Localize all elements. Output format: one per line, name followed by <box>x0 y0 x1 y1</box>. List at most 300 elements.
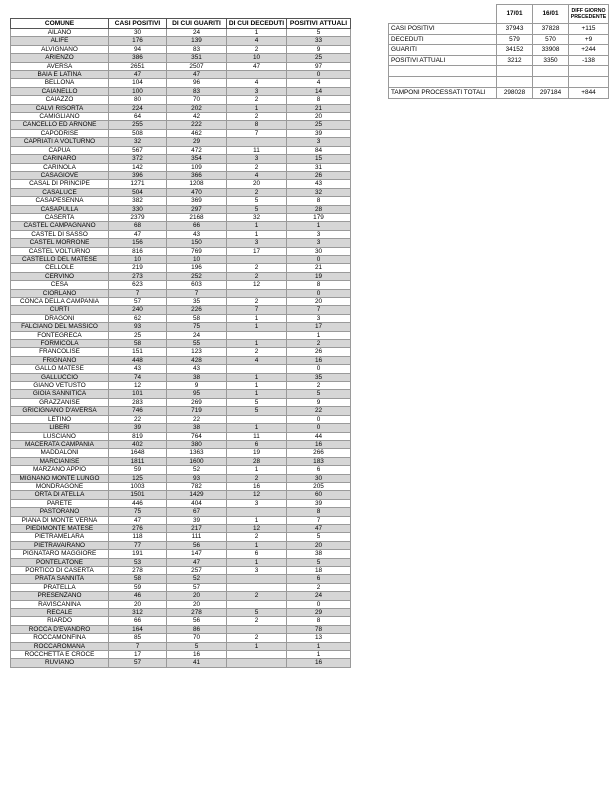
deceduti-cell: 32 <box>227 213 287 221</box>
comune-cell: ALVIGNANO <box>11 45 109 53</box>
guariti-cell: 56 <box>167 617 227 625</box>
guariti-cell: 222 <box>167 121 227 129</box>
positivi-attuali-cell: 39 <box>287 499 351 507</box>
table-row <box>11 533 351 541</box>
table-row <box>11 155 351 163</box>
table-row <box>11 79 351 87</box>
table-row <box>11 390 351 398</box>
summary-today-cell: 34152 <box>497 45 533 56</box>
table-row <box>11 474 351 482</box>
positivi-attuali-cell: 1 <box>287 222 351 230</box>
positivi-attuali-cell: 0 <box>287 71 351 79</box>
comune-cell: CAPRIATI A VOLTURNO <box>11 138 109 146</box>
positivi-attuali-cell: 179 <box>287 213 351 221</box>
table-row <box>11 129 351 137</box>
positivi-attuali-cell: 1 <box>287 642 351 650</box>
table-row <box>11 617 351 625</box>
guariti-cell: 83 <box>167 45 227 53</box>
deceduti-cell: 3 <box>227 567 287 575</box>
comune-cell: CAIAZZO <box>11 96 109 104</box>
table-row <box>11 449 351 457</box>
guariti-cell: 5 <box>167 642 227 650</box>
casi-positivi-cell: 142 <box>109 163 167 171</box>
positivi-attuali-cell: 20 <box>287 113 351 121</box>
summary-row <box>389 55 609 66</box>
casi-positivi-cell: 57 <box>109 659 167 667</box>
summary-blank-row <box>389 66 609 77</box>
deceduti-cell: 1 <box>227 390 287 398</box>
guariti-cell: 269 <box>167 398 227 406</box>
casi-positivi-cell: 219 <box>109 264 167 272</box>
comune-cell: PRATELLA <box>11 583 109 591</box>
table-row <box>11 365 351 373</box>
deceduti-cell: 20 <box>227 180 287 188</box>
guariti-cell: 93 <box>167 474 227 482</box>
comune-cell: FRANCOLISE <box>11 348 109 356</box>
table-row <box>11 146 351 154</box>
comune-cell: CAPODRISE <box>11 129 109 137</box>
casi-positivi-cell: 59 <box>109 466 167 474</box>
guariti-cell: 55 <box>167 340 227 348</box>
casi-positivi-cell: 224 <box>109 104 167 112</box>
casi-positivi-cell: 276 <box>109 524 167 532</box>
summary-blank-cell <box>533 66 569 77</box>
deceduti-cell: 8 <box>227 121 287 129</box>
comune-cell: CASAGIOVE <box>11 171 109 179</box>
comune-cell: AILANO <box>11 29 109 37</box>
positivi-attuali-cell: 25 <box>287 121 351 129</box>
deceduti-cell: 1 <box>227 323 287 331</box>
header-comune: COMUNE <box>11 19 109 29</box>
guariti-cell: 2168 <box>167 213 227 221</box>
comune-cell: PRATA SANNITA <box>11 575 109 583</box>
casi-positivi-cell: 1501 <box>109 491 167 499</box>
table-row <box>11 323 351 331</box>
deceduti-cell: 2 <box>227 113 287 121</box>
casi-positivi-cell: 164 <box>109 625 167 633</box>
casi-positivi-cell: 567 <box>109 146 167 154</box>
guariti-cell: 603 <box>167 281 227 289</box>
casi-positivi-cell: 151 <box>109 348 167 356</box>
summary-blank-cell <box>389 77 497 88</box>
casi-positivi-cell: 118 <box>109 533 167 541</box>
summary-diff-cell: +844 <box>569 88 609 99</box>
summary-blank-cell <box>497 66 533 77</box>
comune-cell: MIGNANO MONTE LUNGO <box>11 474 109 482</box>
casi-positivi-cell: 330 <box>109 205 167 213</box>
casi-positivi-cell: 448 <box>109 356 167 364</box>
comune-cell: CASAPULLA <box>11 205 109 213</box>
guariti-cell: 147 <box>167 550 227 558</box>
guariti-cell: 782 <box>167 482 227 490</box>
comune-cell: FALCIANO DEL MASSICO <box>11 323 109 331</box>
summary-yesterday-cell: 37828 <box>533 24 569 35</box>
casi-positivi-cell: 64 <box>109 113 167 121</box>
deceduti-cell: 6 <box>227 550 287 558</box>
casi-positivi-cell: 47 <box>109 516 167 524</box>
table-row <box>11 651 351 659</box>
deceduti-cell: 2 <box>227 474 287 482</box>
guariti-cell: 42 <box>167 113 227 121</box>
deceduti-cell: 6 <box>227 440 287 448</box>
table-row <box>11 499 351 507</box>
casi-positivi-cell: 25 <box>109 331 167 339</box>
deceduti-cell: 2 <box>227 188 287 196</box>
guariti-cell: 470 <box>167 188 227 196</box>
positivi-attuali-cell: 39 <box>287 129 351 137</box>
casi-positivi-cell: 156 <box>109 239 167 247</box>
casi-positivi-cell: 508 <box>109 129 167 137</box>
casi-positivi-cell: 10 <box>109 255 167 263</box>
table-row <box>11 583 351 591</box>
table-row <box>11 659 351 667</box>
comune-cell: CASAPESENNA <box>11 197 109 205</box>
comune-cell: GALLUCCIO <box>11 373 109 381</box>
deceduti-cell: 1 <box>227 516 287 524</box>
positivi-attuali-cell: 84 <box>287 146 351 154</box>
positivi-attuali-cell: 44 <box>287 432 351 440</box>
table-row <box>11 247 351 255</box>
positivi-attuali-cell: 32 <box>287 188 351 196</box>
casi-positivi-cell: 68 <box>109 222 167 230</box>
guariti-cell: 252 <box>167 272 227 280</box>
guariti-cell: 20 <box>167 600 227 608</box>
comune-cell: RUVIANO <box>11 659 109 667</box>
table-row <box>11 415 351 423</box>
positivi-attuali-cell: 9 <box>287 45 351 53</box>
positivi-attuali-cell: 2 <box>287 340 351 348</box>
positivi-attuali-cell: 26 <box>287 171 351 179</box>
deceduti-cell: 5 <box>227 407 287 415</box>
positivi-attuali-cell: 0 <box>287 415 351 423</box>
table-row <box>11 281 351 289</box>
comune-cell: ROCCHETTA E CROCE <box>11 651 109 659</box>
guariti-cell: 39 <box>167 516 227 524</box>
positivi-attuali-cell: 21 <box>287 104 351 112</box>
casi-positivi-cell: 7 <box>109 642 167 650</box>
casi-positivi-cell: 46 <box>109 592 167 600</box>
positivi-attuali-cell: 4 <box>287 79 351 87</box>
positivi-attuali-cell: 7 <box>287 516 351 524</box>
positivi-attuali-cell: 22 <box>287 407 351 415</box>
comune-cell: CALVI RISORTA <box>11 104 109 112</box>
casi-positivi-cell: 372 <box>109 155 167 163</box>
comune-cell: PARETE <box>11 499 109 507</box>
comune-cell: PIEDIMONTE MATESE <box>11 524 109 532</box>
positivi-attuali-cell: 8 <box>287 96 351 104</box>
table-row <box>11 314 351 322</box>
comune-cell: ALIFE <box>11 37 109 45</box>
positivi-attuali-cell: 6 <box>287 575 351 583</box>
positivi-attuali-cell: 7 <box>287 306 351 314</box>
summary-yesterday-cell: 33908 <box>533 45 569 56</box>
deceduti-cell <box>227 651 287 659</box>
comune-cell: PIANA DI MONTE VERNA <box>11 516 109 524</box>
table-row <box>11 356 351 364</box>
guariti-cell: 9 <box>167 382 227 390</box>
comune-cell: CAPUA <box>11 146 109 154</box>
deceduti-cell: 1 <box>227 104 287 112</box>
casi-positivi-cell: 22 <box>109 415 167 423</box>
summary-row <box>389 24 609 35</box>
table-row <box>11 29 351 37</box>
comune-cell: DRAGONI <box>11 314 109 322</box>
comune-cell: GALLO MATESE <box>11 365 109 373</box>
comune-cell: CASTEL CAMPAGNANO <box>11 222 109 230</box>
comune-cell: PONTELATONE <box>11 558 109 566</box>
deceduti-cell: 4 <box>227 356 287 364</box>
guariti-cell: 719 <box>167 407 227 415</box>
guariti-cell: 764 <box>167 432 227 440</box>
deceduti-cell: 5 <box>227 205 287 213</box>
positivi-attuali-cell: 38 <box>287 550 351 558</box>
table-row <box>11 264 351 272</box>
table-row <box>11 54 351 62</box>
positivi-attuali-cell: 19 <box>287 272 351 280</box>
deceduti-cell: 1 <box>227 29 287 37</box>
positivi-attuali-cell: 14 <box>287 87 351 95</box>
table-row <box>11 298 351 306</box>
summary-yesterday-cell: 570 <box>533 34 569 45</box>
casi-positivi-cell: 32 <box>109 138 167 146</box>
positivi-attuali-cell: 8 <box>287 508 351 516</box>
deceduti-cell: 19 <box>227 449 287 457</box>
summary-row <box>389 34 609 45</box>
table-row <box>11 255 351 263</box>
deceduti-cell <box>227 659 287 667</box>
deceduti-cell <box>227 508 287 516</box>
deceduti-cell <box>227 600 287 608</box>
guariti-cell: 47 <box>167 71 227 79</box>
comune-cell: CONCA DELLA CAMPANIA <box>11 298 109 306</box>
positivi-attuali-cell: 28 <box>287 205 351 213</box>
guariti-cell: 75 <box>167 323 227 331</box>
deceduti-cell: 3 <box>227 499 287 507</box>
casi-positivi-cell: 75 <box>109 508 167 516</box>
casi-positivi-cell: 85 <box>109 634 167 642</box>
guariti-cell: 83 <box>167 87 227 95</box>
positivi-attuali-cell: 20 <box>287 541 351 549</box>
positivi-attuali-cell: 8 <box>287 197 351 205</box>
deceduti-cell: 2 <box>227 533 287 541</box>
positivi-attuali-cell: 5 <box>287 533 351 541</box>
casi-positivi-cell: 80 <box>109 96 167 104</box>
table-row <box>11 625 351 633</box>
guariti-cell: 7 <box>167 289 227 297</box>
casi-positivi-cell: 58 <box>109 575 167 583</box>
table-row <box>11 575 351 583</box>
table-row <box>11 642 351 650</box>
casi-positivi-cell: 402 <box>109 440 167 448</box>
casi-positivi-cell: 93 <box>109 323 167 331</box>
table-row <box>11 188 351 196</box>
positivi-attuali-cell: 9 <box>287 398 351 406</box>
deceduti-cell: 2 <box>227 45 287 53</box>
guariti-cell: 58 <box>167 314 227 322</box>
casi-positivi-cell: 176 <box>109 37 167 45</box>
summary-label-cell: CASI POSITIVI <box>389 24 497 35</box>
summary-diff-cell: -138 <box>569 55 609 66</box>
casi-positivi-cell: 30 <box>109 29 167 37</box>
guariti-cell: 123 <box>167 348 227 356</box>
comune-cell: GIOIA SANNITICA <box>11 390 109 398</box>
casi-positivi-cell: 12 <box>109 382 167 390</box>
positivi-attuali-cell: 18 <box>287 567 351 575</box>
summary-today-cell: 579 <box>497 34 533 45</box>
positivi-attuali-cell: 35 <box>287 373 351 381</box>
deceduti-cell: 2 <box>227 163 287 171</box>
guariti-cell: 29 <box>167 138 227 146</box>
casi-positivi-cell: 382 <box>109 197 167 205</box>
guariti-cell: 35 <box>167 298 227 306</box>
deceduti-cell: 12 <box>227 281 287 289</box>
casi-positivi-cell: 59 <box>109 583 167 591</box>
guariti-cell: 38 <box>167 424 227 432</box>
deceduti-cell <box>227 583 287 591</box>
casi-positivi-cell: 746 <box>109 407 167 415</box>
table-row <box>11 382 351 390</box>
comune-cell: ARIENZO <box>11 54 109 62</box>
table-row <box>11 466 351 474</box>
guariti-cell: 109 <box>167 163 227 171</box>
deceduti-cell: 1 <box>227 340 287 348</box>
guariti-cell: 111 <box>167 533 227 541</box>
header-guariti: DI CUI GUARITI <box>167 19 227 29</box>
table-row <box>11 398 351 406</box>
comune-cell: LETINO <box>11 415 109 423</box>
table-row <box>11 87 351 95</box>
deceduti-cell: 4 <box>227 171 287 179</box>
positivi-attuali-cell: 16 <box>287 356 351 364</box>
deceduti-cell: 3 <box>227 239 287 247</box>
deceduti-cell: 11 <box>227 432 287 440</box>
guariti-cell: 24 <box>167 331 227 339</box>
positivi-attuali-cell: 2 <box>287 382 351 390</box>
guariti-cell: 22 <box>167 415 227 423</box>
comune-cell: PIETRAVAIRANO <box>11 541 109 549</box>
guariti-cell: 70 <box>167 634 227 642</box>
positivi-attuali-cell: 0 <box>287 365 351 373</box>
deceduti-cell: 12 <box>227 524 287 532</box>
casi-positivi-cell: 20 <box>109 600 167 608</box>
table-row <box>11 289 351 297</box>
deceduti-cell: 1 <box>227 558 287 566</box>
table-row <box>11 567 351 575</box>
positivi-attuali-cell: 33 <box>287 37 351 45</box>
table-row <box>11 62 351 70</box>
comune-cell: RAVISCANINA <box>11 600 109 608</box>
deceduti-cell: 2 <box>227 592 287 600</box>
positivi-attuali-cell: 17 <box>287 323 351 331</box>
comune-cell: RIARDO <box>11 617 109 625</box>
casi-positivi-cell: 255 <box>109 121 167 129</box>
table-row <box>11 239 351 247</box>
table-row <box>11 121 351 129</box>
casi-positivi-cell: 66 <box>109 617 167 625</box>
table-row <box>11 440 351 448</box>
deceduti-cell: 1 <box>227 222 287 230</box>
table-row <box>11 205 351 213</box>
guariti-cell: 354 <box>167 155 227 163</box>
comune-cell: FONTEGRECA <box>11 331 109 339</box>
comune-cell: ROCCAROMANA <box>11 642 109 650</box>
table-row <box>11 558 351 566</box>
deceduti-cell: 1 <box>227 373 287 381</box>
deceduti-cell <box>227 255 287 263</box>
positivi-attuali-cell: 60 <box>287 491 351 499</box>
summary-yesterday-cell: 297184 <box>533 88 569 99</box>
table-row <box>11 524 351 532</box>
positivi-attuali-cell: 0 <box>287 289 351 297</box>
summary-header-today: 17/01 <box>497 5 533 24</box>
deceduti-cell: 28 <box>227 457 287 465</box>
casi-positivi-cell: 623 <box>109 281 167 289</box>
guariti-cell: 472 <box>167 146 227 154</box>
positivi-attuali-cell: 3 <box>287 230 351 238</box>
deceduti-cell <box>227 415 287 423</box>
casi-positivi-cell: 2379 <box>109 213 167 221</box>
table-row <box>11 373 351 381</box>
table-row <box>11 541 351 549</box>
deceduti-cell: 4 <box>227 37 287 45</box>
guariti-cell: 67 <box>167 508 227 516</box>
casi-positivi-cell: 62 <box>109 314 167 322</box>
casi-positivi-cell: 47 <box>109 230 167 238</box>
guariti-cell: 86 <box>167 625 227 633</box>
casi-positivi-cell: 816 <box>109 247 167 255</box>
deceduti-cell: 5 <box>227 197 287 205</box>
comune-cell: CIORLANO <box>11 289 109 297</box>
positivi-attuali-cell: 21 <box>287 264 351 272</box>
guariti-cell: 1429 <box>167 491 227 499</box>
casi-positivi-cell: 396 <box>109 171 167 179</box>
table-row <box>11 634 351 642</box>
deceduti-cell: 3 <box>227 155 287 163</box>
positivi-attuali-cell: 8 <box>287 281 351 289</box>
casi-positivi-cell: 58 <box>109 340 167 348</box>
comune-cell: PIGNATARO MAGGIORE <box>11 550 109 558</box>
guariti-cell: 139 <box>167 37 227 45</box>
comune-cell: CAMIGLIANO <box>11 113 109 121</box>
guariti-cell: 217 <box>167 524 227 532</box>
table-row <box>11 45 351 53</box>
guariti-cell: 462 <box>167 129 227 137</box>
table-row <box>11 407 351 415</box>
positivi-attuali-cell: 0 <box>287 600 351 608</box>
guariti-cell: 769 <box>167 247 227 255</box>
guariti-cell: 278 <box>167 609 227 617</box>
deceduti-cell: 17 <box>227 247 287 255</box>
deceduti-cell: 2 <box>227 348 287 356</box>
casi-positivi-cell: 1003 <box>109 482 167 490</box>
table-row <box>11 424 351 432</box>
guariti-cell: 16 <box>167 651 227 659</box>
positivi-attuali-cell: 24 <box>287 592 351 600</box>
comune-cell: MACERATA CAMPANIA <box>11 440 109 448</box>
table-row <box>11 272 351 280</box>
guariti-cell: 1208 <box>167 180 227 188</box>
comune-cell: GRAZZANISE <box>11 398 109 406</box>
casi-positivi-cell: 312 <box>109 609 167 617</box>
positivi-attuali-cell: 78 <box>287 625 351 633</box>
positivi-attuali-cell: 97 <box>287 62 351 70</box>
table-row <box>11 104 351 112</box>
casi-positivi-cell: 504 <box>109 188 167 196</box>
guariti-cell: 1600 <box>167 457 227 465</box>
comune-cell: CASTELLO DEL MATESE <box>11 255 109 263</box>
summary-table-header <box>389 5 609 24</box>
summary-row <box>389 45 609 56</box>
